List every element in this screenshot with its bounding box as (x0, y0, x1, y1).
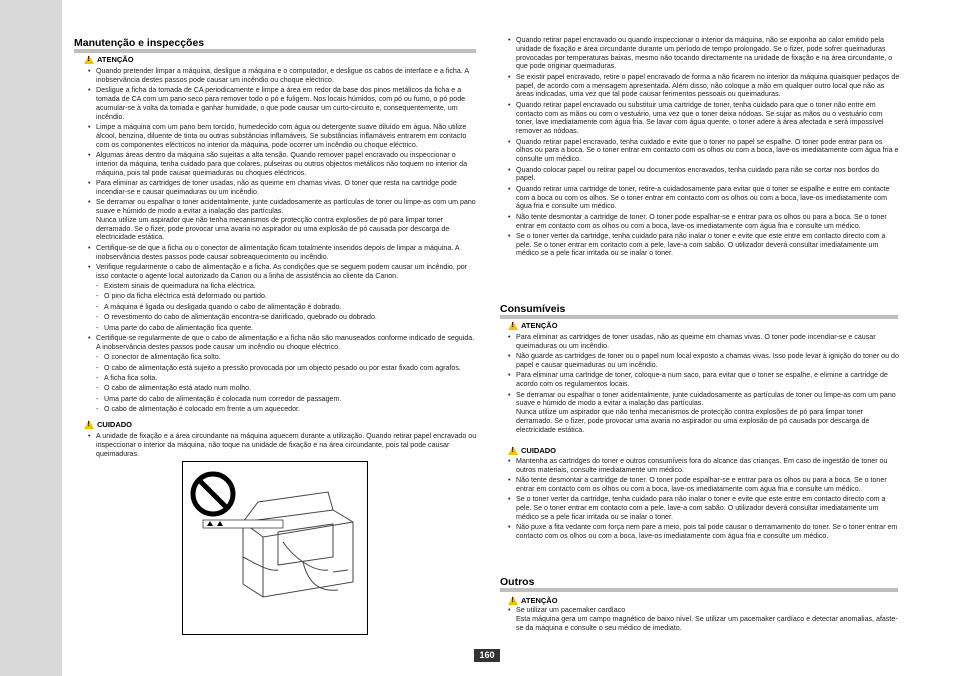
list-item: - O cabo de alimentação está sujeito a pressão provocada por um objecto pesado ou por estar fixado com agrafos. (74, 364, 478, 373)
left-caution-heading (84, 420, 132, 429)
list-item: • Não puxe a fita vedante com força nem pare a meio, pois tal pode causar o derramamento do toner. Se o toner entrar em contacto com os olhos ou com a boca, lave-os imediatamente com água fria e consulte um médico. (494, 523, 900, 541)
page-number: 160 (474, 649, 500, 662)
outros-section (500, 576, 898, 592)
list-item: • Se o toner verter da cartridge, tenha cuidado para não inalar o toner e evite que este entre em contacto directo com a pele. Se o toner entrar em contacto com a pele, lave-a com sabão. O utilizador deverá consultar imediatamente um médico se a pele ficar irritada ou se inalar o toner. (494, 495, 900, 521)
list-item: • Desligue a ficha da tomada de CA periodicamente e limpe a área em redor da base dos pinos metálicos da ficha e a tomada de CA com um pano seco para remover todo o pó e fuligem. Nos locais húmidos, com pó ou fumo, o pó pode acumular-se à volta da tomada e ganhar humidade, o que pode causar um curto-circuito e, consequentemente, um incêndio. (74, 86, 478, 121)
warning-label: ATENÇÃO (97, 55, 134, 64)
consumiveis-caution-list (494, 457, 900, 543)
consumiveis-warning-list (494, 333, 900, 436)
list-item: • Se derramar ou espalhar o toner acidentalmente, junte cuidadosamente as partículas de toner ou limpe-as com um pano suave e húmido de modo a evitar a inalação das partículas. Nunca utilize um aspirador que não tenha mecanismos de protecção contra explosões de pó para limpar toner derramado. Se o fizer, pode provocar uma avaria no aspirador ou uma explosão de pó causada por descarga de electricidade estática. (74, 198, 478, 242)
list-item: - O cabo de alimentação é colocado em frente a um aquecedor. (74, 405, 478, 414)
consumiveis-section (500, 303, 898, 319)
list-item: - Uma parte do cabo de alimentação fica quente. (74, 324, 478, 333)
list-item: • Certifique-se de que a ficha ou o conector de alimentação ficam totalmente inseridos depois de limpar a máquina. A inobservância destes passos pode causar sobreaquecimento ou incêndio. (74, 244, 478, 262)
list-item: - O pino da ficha eléctrica está deformado ou partido. (74, 292, 478, 301)
list-item: • Quando retirar papel encravado, tenha cuidado e evite que o toner no papel se espalhe. O toner pode entrar para os olhos ou para a boca. Se o toner entrar em contacto com os olhos ou com a boca, lave-os imediatamente com água fria e consulte um médico. (494, 138, 900, 164)
list-item: • Se existir papel encravado, retire o papel encravado de forma a não ficarem no interior da máquina quaisquer pedaços de papel, de acordo com a mensagem apresentada. Além disso, não coloque a mão em qualquer outro local que não as áreas indicadas, uma vez que tal pode causar ferimentos pessoais ou queimaduras. (494, 73, 900, 99)
list-item: • Limpe a máquina com um pano bem torcido, humedecido com água ou detergente suave diluído em água. Não utilize álcool, benzina, diluente de tinta ou outras substâncias inflamáveis. Se substâncias inflamáveis entrarem em contacto com os componentes eléctricos no interior da máquina, pode ocorrer um incêndio ou choque eléctrico. (74, 123, 478, 149)
list-item: • Certifique-se regularmente de que o cabo de alimentação e a ficha não são manuseados conforme indicado de seguida. A inobservância destes passos pode causar um incêndio ou choque eléctrico. (74, 334, 478, 352)
list-item: • Quando retirar papel encravado ou quando inspeccionar o interior da máquina, não se exponha ao calor emitido pela unidade de fixação e área circundante durante um período de tempo prolongado. Se o fizer, pode sofrer queimaduras provocadas por temperaturas baixas, mesmo não tocando directamente na unidade de fixação e na área circundante, o que pode originar queimaduras. (494, 36, 900, 71)
consumiveis-caution-heading (508, 446, 556, 455)
section-title-outros: Outros (500, 576, 898, 592)
left-caution-list (74, 432, 478, 460)
list-item: - A ficha fica solta. (74, 374, 478, 383)
warning-triangle-icon (84, 420, 94, 429)
list-item: • Quando retirar papel encravado ou substituir uma cartridge de toner, tenha cuidado para que o toner não entre em contacto com as mãos ou com o vestuário, uma vez que o toner deixa nódoas. Se sujar as mãos ou o vestuário com toner, lave imediatamente com água fria. Se lavar com água quente, o toner adere à área afectada e será impossível remover as nódoas. (494, 101, 900, 136)
printer-illustration (182, 461, 368, 635)
list-item: • Se derramar ou espalhar o toner acidentalmente, junte cuidadosamente as partículas de toner ou limpe-as com um pano suave e húmido de modo a evitar a inalação das partículas. Nunca utilize um aspirador que não tenha mecanismos de protecção contra explosões de pó para limpar toner derramado. Se o fizer, pode provocar uma avaria no aspirador ou uma explosão de pó causada por descarga de electricidade estática. (494, 391, 900, 435)
left-warning-heading (84, 55, 134, 64)
list-item: • Quando colocar papel ou retirar papel ou documentos encravados, tenha cuidado para não se cortar nos bordos do papel. (494, 166, 900, 184)
warning-triangle-icon (508, 596, 518, 605)
list-item: • Verifique regularmente o cabo de alimentação e a ficha. As condições que se seguem podem causar um incêndio, por isso contacte o agente local autorizado da Canon ou a linha de assistência ao cliente da Canon. (74, 263, 478, 281)
list-item: • Mantenha as cartridges do toner e outros consumíveis fora do alcance das crianças. Em caso de ingestão de toner ou outros materiais, consulte imediatamente um médico. (494, 457, 900, 475)
list-item: • Algumas áreas dentro da máquina são sujeitas a alta tensão. Quando remover papel encravado ou inspeccionar o interior da máquina, tenha cuidado para que colares, pulseiras ou outros objectos metálicos não toquem no interior da máquina, pois tal pode causar queimaduras ou choques eléctricos. (74, 151, 478, 177)
list-item: - O cabo de alimentação está atado num molho. (74, 384, 478, 393)
list-item: • Se utilizar um pacemaker cardíaco Esta máquina gera um campo magnético de baixo nível. Se utilizar um pacemaker cardíaco e detectar anomalias, afaste-se da máquina e consulte o seu médico de imediato. (494, 606, 900, 632)
warning-triangle-icon (508, 446, 518, 455)
list-item: • A unidade de fixação e a área circundante na máquina aquecem durante a utilização. Quando retirar papel encravado ou inspeccionar o interior da máquina, não toque na unidade de fixação e na área circundante, pois tal pode causar queimaduras. (74, 432, 478, 458)
printer-fixing-unit-prohibited-icon (183, 462, 367, 634)
warning-label: ATENÇÃO (521, 596, 558, 605)
warning-triangle-icon (84, 55, 94, 64)
caution-label: CUIDADO (97, 420, 132, 429)
list-item: - Existem sinais de queimadura na ficha eléctrica. (74, 282, 478, 291)
list-item: - O conector de alimentação fica solto. (74, 353, 478, 362)
caution-label: CUIDADO (521, 446, 556, 455)
warning-label: ATENÇÃO (521, 321, 558, 330)
outros-warning-heading (508, 596, 558, 605)
list-item: • Não tente desmontar a cartridge de toner. O toner pode espalhar-se e entrar para os olhos ou para a boca. Se o toner entrar em contacto com os olhos ou com a boca, lave-os imediatamente com água fria e consulte um médico. (494, 476, 900, 494)
section-title-manutencao: Manutenção e inspecções (74, 37, 476, 53)
left-section-title (74, 37, 476, 53)
outros-list (494, 606, 900, 634)
section-title-consumiveis: Consumíveis (500, 303, 898, 319)
right-continued-list (494, 36, 900, 260)
warning-triangle-icon (508, 321, 518, 330)
list-item: • Para eliminar uma cartridge de toner, coloque-a num saco, para evitar que o toner se espalhe, e elimine a cartridge de acordo com os regulamentos locais. (494, 371, 900, 389)
list-item: • Quando pretender limpar a máquina, desligue a máquina e o computador, e desligue os cabos de interface e a ficha. A inobservância destes passos pode causar um incêndio ou choque eléctrico. (74, 67, 478, 85)
consumiveis-warning-heading (508, 321, 558, 330)
list-item: • Não tente desmontar a cartridge de toner. O toner pode espalhar-se e entrar para os olhos ou para a boca. Se o toner entrar em contacto com os olhos ou com a boca, lave-os imediatamente com água fria e consulte um médico. (494, 213, 900, 231)
page-sidebar (0, 0, 62, 676)
left-warning-list (74, 67, 478, 416)
list-item: - Uma parte do cabo de alimentação é colocada num corredor de passagem. (74, 395, 478, 404)
list-item: • Quando retirar uma cartridge de toner, retire-a cuidadosamente para evitar que o toner se espalhe e entre em contacte com a boca ou com os olhos. Se o toner entrar em contacto com os olhos ou com a boca, lave-os imediatamente com água fria e consulte um médico. (494, 185, 900, 211)
list-item: • Se o toner verter da cartridge, tenha cuidado para não inalar o toner e evite que este entre em contacto directo com a pele. Se o toner entrar em contacto com a pele, lave-a com sabão. O utilizador deverá consultar imediatamente um médico se a pele ficar irritada ou se inalar o toner. (494, 232, 900, 258)
list-item: - O revestimento do cabo de alimentação encontra-se danificado, quebrado ou dobrado. (74, 313, 478, 322)
list-item: • Para eliminar as cartridges de toner usadas, não as queime em chamas vivas. O toner pode incendiar-se e causar queimaduras ou um incêndio. (494, 333, 900, 351)
list-item: - A máquina é ligada ou desligada quando o cabo de alimentação é dobrado. (74, 303, 478, 312)
list-item: • Para eliminar as cartridges de toner usadas, não as queime em chamas vivas. O toner que resta na cartridge pode incendiar-se e causar queimaduras ou um incêndio. (74, 179, 478, 197)
list-item: • Não guarde as cartridges de toner ou o papel num local exposto a chamas vivas. Isso pode levar à ignição do toner ou do papel e causar queimaduras ou um incêndio. (494, 352, 900, 370)
